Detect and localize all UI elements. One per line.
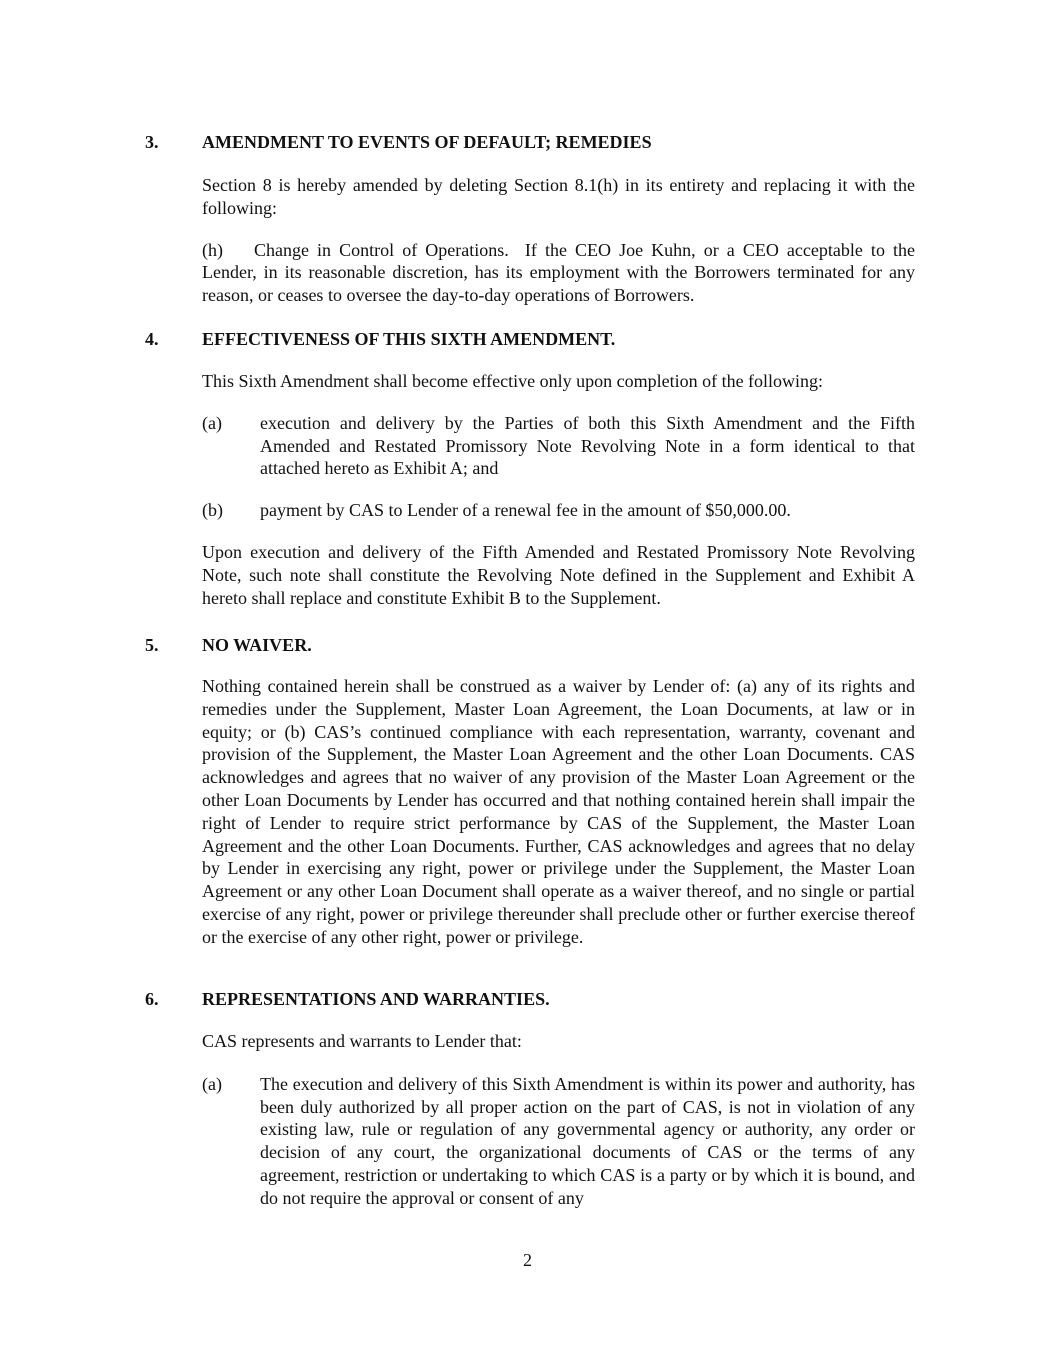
section-5 bbox=[145, 634, 915, 949]
page-number: 2 bbox=[523, 1250, 532, 1270]
list-item bbox=[202, 499, 915, 522]
item-text: execution and delivery by the Parties of both this Sixth Amendment and the Fifth Amended and Restated Promissory Note Revolving Note in a form identical to that attached hereto as Exhibit A; and bbox=[260, 412, 915, 479]
section-number: 6. bbox=[145, 989, 159, 1009]
item-label: (b) bbox=[202, 500, 223, 521]
section-heading bbox=[145, 328, 915, 350]
section-title: NO WAIVER. bbox=[202, 635, 312, 655]
section-closing: Upon execution and delivery of the Fifth Amended and Restated Promissory Note Revolving Note, such note shall constitute the Revolving Note defined in the Supplement and Exhibit A hereto shall replace and constitute Exhibit B to the Supplement. bbox=[202, 541, 915, 608]
section-title: REPRESENTATIONS AND WARRANTIES. bbox=[202, 989, 550, 1009]
subclause-label: (h) bbox=[202, 239, 223, 260]
section-intro: CAS represents and warrants to Lender that: bbox=[202, 1031, 522, 1051]
section-body: Nothing contained herein shall be construed as a waiver by Lender of: (a) any of its rights and remedies under the Supplement, Master Loan Agreement, the Loan Documents, at law or in equity; or (b) CAS’s continued compliance with each representation, warranty, covenant and provision of the Supplement, the Master Loan Agreement and the other Loan Documents. CAS acknowledges and agrees that no waiver of any provision of the Master Loan Agreement or the other Loan Documents by Lender has occurred and that nothing contained herein shall impair the right of Lender to require strict performance by CAS of the Supplement, the Master Loan Agreement and the other Loan Documents. Further, CAS acknowledges and agrees that no delay by Lender in exercising any right, power or privilege under the Supplement, the Master Loan Agreement or any other Loan Document shall operate as a waiver thereof, and no single or partial exercise of any right, power or privilege thereunder shall preclude other or further exercise thereof or the exercise of any other right, power or privilege. bbox=[202, 676, 915, 947]
section-heading bbox=[145, 634, 915, 656]
section-title: EFFECTIVENESS OF THIS SIXTH AMENDMENT. bbox=[202, 329, 616, 349]
item-text: The execution and delivery of this Sixth Amendment is within its power and authority, has been duly authorized by all proper action on the part of CAS, is not in violation of any existing law, rule or regulation of any governmental agency or authority, any order or decision of any court, the organizational documents of CAS or the terms of any agreement, restriction or undertaking to which CAS is a party or by which it is bound, and do not require the approval or consent of any bbox=[260, 1073, 915, 1208]
section-heading bbox=[145, 988, 915, 1010]
subclause-text: Change in Control of Operations. If the CEO Joe Kuhn, or a CEO acceptable to the Lender, in its reasonable discretion, has its employment with the Borrowers terminated for any reason, or ceases to oversee the day-to-day operations of Borrowers. bbox=[202, 239, 920, 306]
section-intro: This Sixth Amendment shall become effective only upon completion of the following: bbox=[202, 371, 824, 391]
subclause-h bbox=[202, 239, 920, 307]
item-label: (a) bbox=[202, 1073, 222, 1094]
section-title: AMENDMENT TO EVENTS OF DEFAULT; REMEDIES bbox=[202, 132, 652, 152]
section-3 bbox=[145, 131, 920, 307]
item-label: (a) bbox=[202, 412, 222, 433]
section-4 bbox=[145, 328, 915, 609]
list-item bbox=[202, 412, 915, 480]
section-number: 3. bbox=[145, 132, 159, 152]
section-number: 4. bbox=[145, 329, 159, 349]
section-number: 5. bbox=[145, 635, 159, 655]
item-text: payment by CAS to Lender of a renewal fee in the amount of $50,000.00. bbox=[260, 500, 791, 521]
list-item bbox=[202, 1073, 915, 1210]
section-6 bbox=[145, 988, 915, 1210]
section-heading bbox=[145, 131, 915, 153]
section-intro: Section 8 is hereby amended by deleting Section 8.1(h) in its entirety and replacing it with the following: bbox=[202, 175, 915, 218]
